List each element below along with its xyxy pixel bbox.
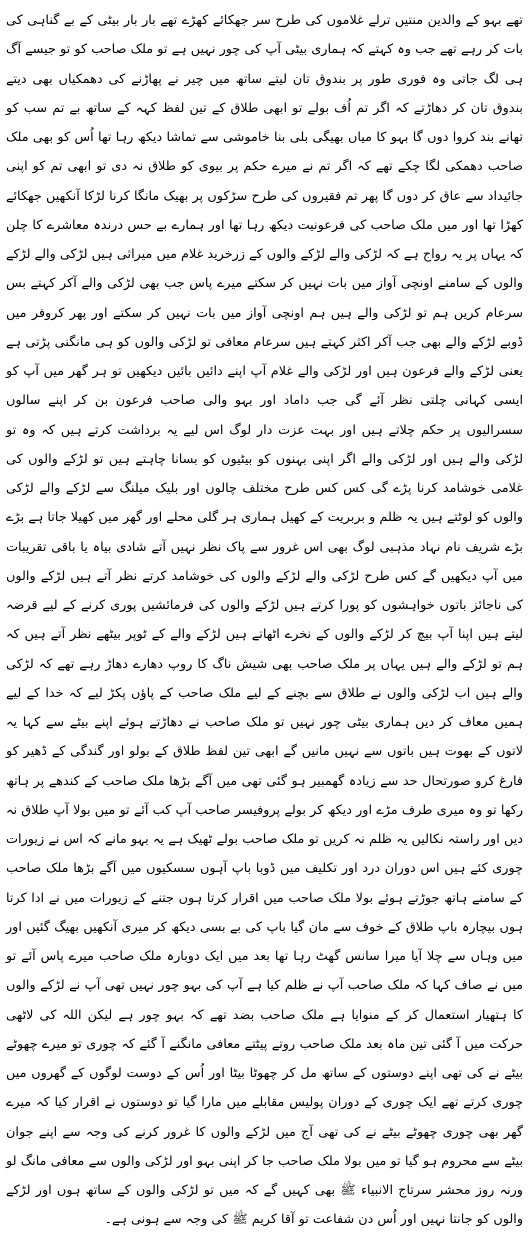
article-body — [6, 6, 523, 1235]
article-paragraph: تھے بہو کے والدین منتیں ترلے غلاموں کی طرح سر جھکائے کھڑے تھے بار بار بیٹی کے بے گناہی کی بات کر رہے تھے جب وہ کہتے کہ ہماری بیٹی آپ کی چور نہیں ہے تو ملک صاحب کو تو جیسے آگ ہی لگ جاتی وہ فوری طور پر بندوق تان لیتے ساتھ میں چیر نے پھاڑنے کی دھمکیاں بھی دیتے بندوق تان کر دھاڑتے کہ اگر تم اُف بولے تو ابھی طلاق کے تین لفظ کہہ کے ساتھ بے تم سب کو تھانے بند کروا دوں گا بہو کا میاں بھیگی بلی بنا خاموشی سے تماشا دیکھ رہا تھا اُس کو بھی ملک صاحب دھمکی لگا چکے تھے کہ اگر تم نے میرے حکم پر بیوی کو طلاق نہ دی تو ابھی تم کو اپنی جائیداد سے عاق کر دوں گا پھر تم فقیروں کی طرح سڑکوں پر بھیک مانگا کرنا لڑکا آنکھیں جھکائے کھڑا تھا اور میں ملک صاحب کی فرعونیت دیکھ رہا تھا اور ہمارے بے حس درندہ معاشرے کا چلن کہ یہاں پر یہ رواج ہے کہ لڑکی والے لڑکے والوں کے زرخرید غلام میں میراثی ہیں لڑکی والے لڑکے والوں کے سامنے اونچی آواز میں بات نہیں کر سکتے میرے پاس جب بھی لڑکی والے آکر کہتے بس سرعام کریں ہم تو لڑکی والے ہیں ہم اونچی آواز میں بات نہیں کر سکتے اور پھر کروفر میں ڈوبے لڑکے والے بھی جب آکر اکثر کہتے ہیں سرعام معافی تو لڑکی والوں کو ہی مانگنی پڑتی ہے یعنی لڑکے والے فرعون ہیں اور لڑکی والے غلام آپ اپنے دائیں بائیں دیکھیں تو ہر گھر میں آپ کو ایسی کہانی چلتی نظر آئے گی جب داماد اور بہو والی صاحب فرعون بن کر اپنے سالوں سسرالیوں پر حکم چلاتے ہیں اور بہت عزت دار لوگ اس لیے یہ برداشت کرتے ہیں کہ وہ تو لڑکی والے ہیں اور لڑکی والے اگر اپنی بہنوں کو بیٹیوں کو بسانا چاہتے ہیں تو لڑکے والوں کی غلامی خوشامد کرنا پڑے گی کس کس طرح مختلف چالوں اور بلیک میلنگ سے لڑکے والے لڑکی والوں کو لوٹتے ہیں یہ ظلم و بربریت کے کھیل ہماری ہر گلی محلے اور گھر میں کھیلا جاتا ہے بڑے بڑے شریف نام نہاد مذہبی لوگ بھی اس غرور سے پاک نظر نہیں آتے شادی بیاہ یا باقی تقریبات میں آپ دیکھیں گے کس طرح لڑکی والے لڑکے والوں کی خوشامد کرتے نظر آتے ہیں لڑکے والوں کی ناجائز باتوں خواہشوں کو پورا کرتے ہیں لڑکے والوں کی فرمائشیں پوری کرنے کے لیے قرضہ لیتے ہیں اپنا آپ بیچ کر لڑکے والوں کے نخرے اٹھاتے ہیں لڑکے والے کے ٹوپر بیٹھے نظر آتے ہیں کہ ہم تو لڑکے والے ہیں یہاں پر ملک صاحب بھی شیش ناگ کا روپ دھارے دھاڑ رہے تھے کہ لڑکی والے ہیں اب لڑکی والوں نے طلاق سے بچنے کے لیے ملک صاحب کے پاؤں پکڑ لیے کہ خدا کے لیے ہمیں معاف کر دیں ہماری بیٹی چور نہیں تو ملک صاحب نے دھاڑتے ہوئے اپنے بیٹے سے کہا یہ لاتوں کے بھوت ہیں باتوں سے نہیں مانیں گے ابھی تین لفظ طلاق کے بولو اور گندگی کے ڈھیر کو فارغ کرو صورتحال حد سے زیادہ گھمبیر ہو گئی تھی میں آگے بڑھا ملک صاحب کے کندھے پر ہاتھ رکھا تو وہ میری طرف مڑے اور دیکھ کر بولے پروفیسر صاحب آپ کب آئے تو میں بولا آپ طلاق نہ دیں اور راستہ نکالیں یہ ظلم نہ کریں تو ملک صاحب بولے ٹھیک ہے یہ بہو مانے کہ اس نے زیورات چوری کئے ہیں اس دوران درد اور تکلیف میں ڈوبا باپ آہوں سسکیوں میں آگے بڑھا ملک صاحب کے سامنے ہاتھ جوڑتے ہوئے بولا ملک صاحب میں اقرار کرتا ہوں جتنے کے زیورات میں نے ادا کرتا ہوں بیچارہ باپ طلاق کے خوف سے مان گیا باپ کی بے بسی دیکھ کر میری آنکھیں بھیگ گئیں اور میں وہاں سے چلا آیا میرا سانس گھٹ رہا تھا بعد میں ایک دوبارہ ملک صاحب میرے پاس آئے تو میں نے صاف کہا کہ ملک صاحب آپ نے ظلم کیا ہے آپ کی بہو چور نہیں تھی آپ نے لڑکے والوں کا ہتھیار استعمال کر کے منوایا ہے ملک صاحب بضد تھے کہ بہو چور ہے لیکن اللہ کی لاٹھی حرکت میں آ گئی تین ماہ بعد ملک صاحب روتے پیٹتے معافی مانگنے آ گئے کہ چوری تو میرے چھوٹے بیٹے نے کی تھی اپنے دوستوں کے ساتھ مل کر چھوٹا بیٹا اور اُس کے دوست لوگوں کے گھروں میں چوری کرتے تھے ایک چوری کے دوران پولیس مقابلے میں مارا گیا تو دوستوں نے اقرار کیا کہ میرے گھر بھی چوری چھوٹے بیٹے نے کی تھی آج میں لڑکے والوں کا غرور کرنے کی وجہ سے اپنے جوان بیٹے سے محروم ہو گیا تو میں بولا ملک صاحب جا کر اپنی بہو اور لڑکی والوں سے معافی مانگ لو ورنہ روز محشر سرتاج الانبیاء ﷺ بھی کہیں گے کہ میں تو لڑکی والوں کے ساتھ ہوں اور لڑکے والوں کو جانتا نہیں اور اُس دن شفاعت تو آقا کریم ﷺ کی وجہ سے ہونی ہے۔ — [6, 13, 523, 1228]
